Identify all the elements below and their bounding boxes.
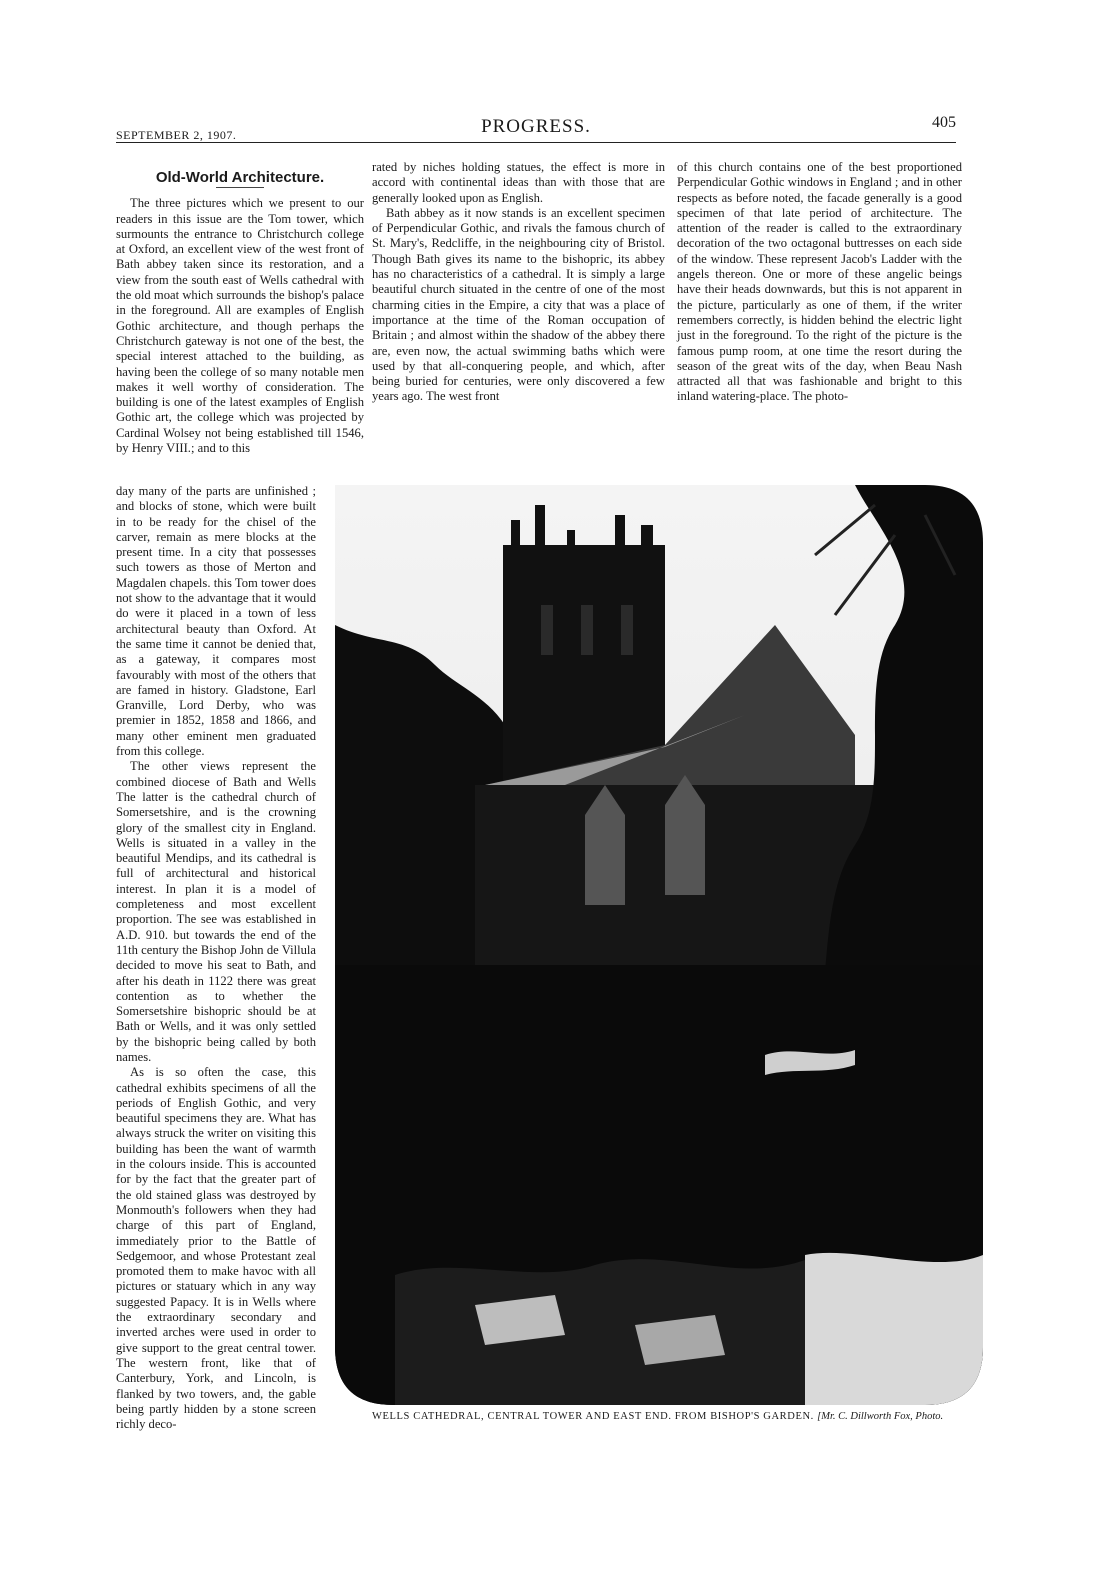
page-number: 405 <box>932 114 956 131</box>
article-paragraph: day many of the parts are unfinished ; and blocks of stone, which were built in to be ready for the chisel of the carver, remain as mere blocks at the present time. In a city that possesses such towers as those of Merton and Magdalen chapels. this Tom tower does not show to the advantage that it would do were it placed in a town of less architectural beauty than Oxford. At the same time it cannot be denied that, as a gateway, it compares most favourably with most of the others that are famed in history. Gladstone, Earl Granville, Lord Derby, who was premier in 1852, 1858 and 1866, and many other eminent men graduated from this college. <box>116 484 316 759</box>
cathedral-photo-illustration <box>335 485 983 1405</box>
article-column-1-top <box>116 170 364 456</box>
issue-date: SEPTEMBER 2, 1907. <box>116 128 237 142</box>
header-rule <box>116 142 956 143</box>
article-paragraph: The three pictures which we present to our readers in this issue are the Tom tower, which surmounts the entrance to Christchurch college at Oxford, an excellent view of the west front of Bath abbey taken since its restoration, and a view from the south east of Wells cathedral with the old moat which surrounds the bishop's palace in the foreground. All are examples of English Gothic architecture, and though perhaps the Christchurch gateway is not one of the best, the special interest attached to the building, as having been the college of so many notable men makes it well worthy of consideration. The building is one of the latest examples of English Gothic art, the college which was projected by Cardinal Wolsey not being established till 1546, by Henry VIII.; and to this <box>116 196 364 456</box>
title-divider <box>216 187 264 188</box>
publication-title: PROGRESS. <box>481 116 591 137</box>
article-title: Old-World Architecture. <box>155 169 325 186</box>
article-paragraph: of this church contains one of the best proportioned Perpendicular Gothic windows in England ; and in other respects as before noted, the facade generally is a good specimen of that late period of architecture. The attention of the reader is called to the extraordinary decoration of the two octagonal buttresses on each side of the window. These represent Jacob's Ladder with the angels thereon. One or more of these angelic beings have their heads downwards, but this is not apparent in the picture, particularly as one of them, if the writer remembers correctly, is hidden behind the electric light just in the foreground. To the right of the picture is the famous pump room, at one time the resort during the season of the great wits of the day, when Beau Nash attracted all that was fashionable and bright to this inland watering-place. The photo- <box>677 160 962 404</box>
article-paragraph: Bath abbey as it now stands is an excellent specimen of Perpendicular Gothic, and rivals the famous church of St. Mary's, Redcliffe, in the neighbouring city of Bristol. Though Bath gives its name to the bishopric, its abbey has no characteristics of a cathedral. It is simply a large beautiful church situated in the centre of one of the most charming cities in the Empire, a city that was a place of importance at the time of the Roman occupation of Britain ; and almost within the shadow of the abbey there are, even now, the actual swimming baths which were used by that all-conquering people, and which, after being buried for centuries, were only discovered a few years ago. The west front <box>372 205 665 404</box>
article-column-3 <box>677 160 962 405</box>
article-column-2 <box>372 160 665 405</box>
article-paragraph: The other views represent the combined diocese of Bath and Wells The latter is the cathedral church of Somersetshire, and is the crowning glory of the smallest city in England. Wells is situated in a valley in the beautiful Mendips, and its cathedral is full of architectural and historical interest. In plan it is a model of completeness and most excellent proportion. The see was established in A.D. 910. but towards the end of the 11th century the Bishop John de Villula decided to move his seat to Bath, and after his death in 1122 there was great contention as to whether the Somersetshire bishopric should be at Bath or Wells, and it was only settled by the bishopric being called by both names. <box>116 759 316 1064</box>
article-paragraph: rated by niches holding statues, the effect is more in accord with continental ideas than with those that are generally looked upon as English. <box>372 160 665 205</box>
cathedral-photograph <box>335 485 983 1405</box>
photo-credit: [Mr. C. Dillworth Fox, Photo. <box>817 1411 944 1422</box>
page-header <box>116 112 956 142</box>
photo-caption <box>372 1411 982 1422</box>
caption-text: WELLS CATHEDRAL, CENTRAL TOWER AND EAST END. FROM BISHOP'S GARDEN. <box>372 1411 814 1422</box>
article-paragraph: As is so often the case, this cathedral exhibits specimens of all the periods of English Gothic, and very beautiful specimens they are. What has always struck the writer on visiting this building has been the want of warmth in the colours inside. This is accounted for by the fact that the greater part of the old stained glass was destroyed by Monmouth's followers when they had charge of this part of England, immediately prior to the Battle of Sedgemoor, and whose Protestant zeal promoted them to make havoc with all pictures or statuary which in any way suggested Papacy. It is in Wells where the extraordinary secondary and inverted arches were used in order to give support to the great central tower. The western front, like that of Canterbury, York, and Lincoln, is flanked by two towers, and, the gable being partly hidden by a stone screen richly deco- <box>116 1065 316 1432</box>
article-column-1-bottom <box>116 484 316 1432</box>
